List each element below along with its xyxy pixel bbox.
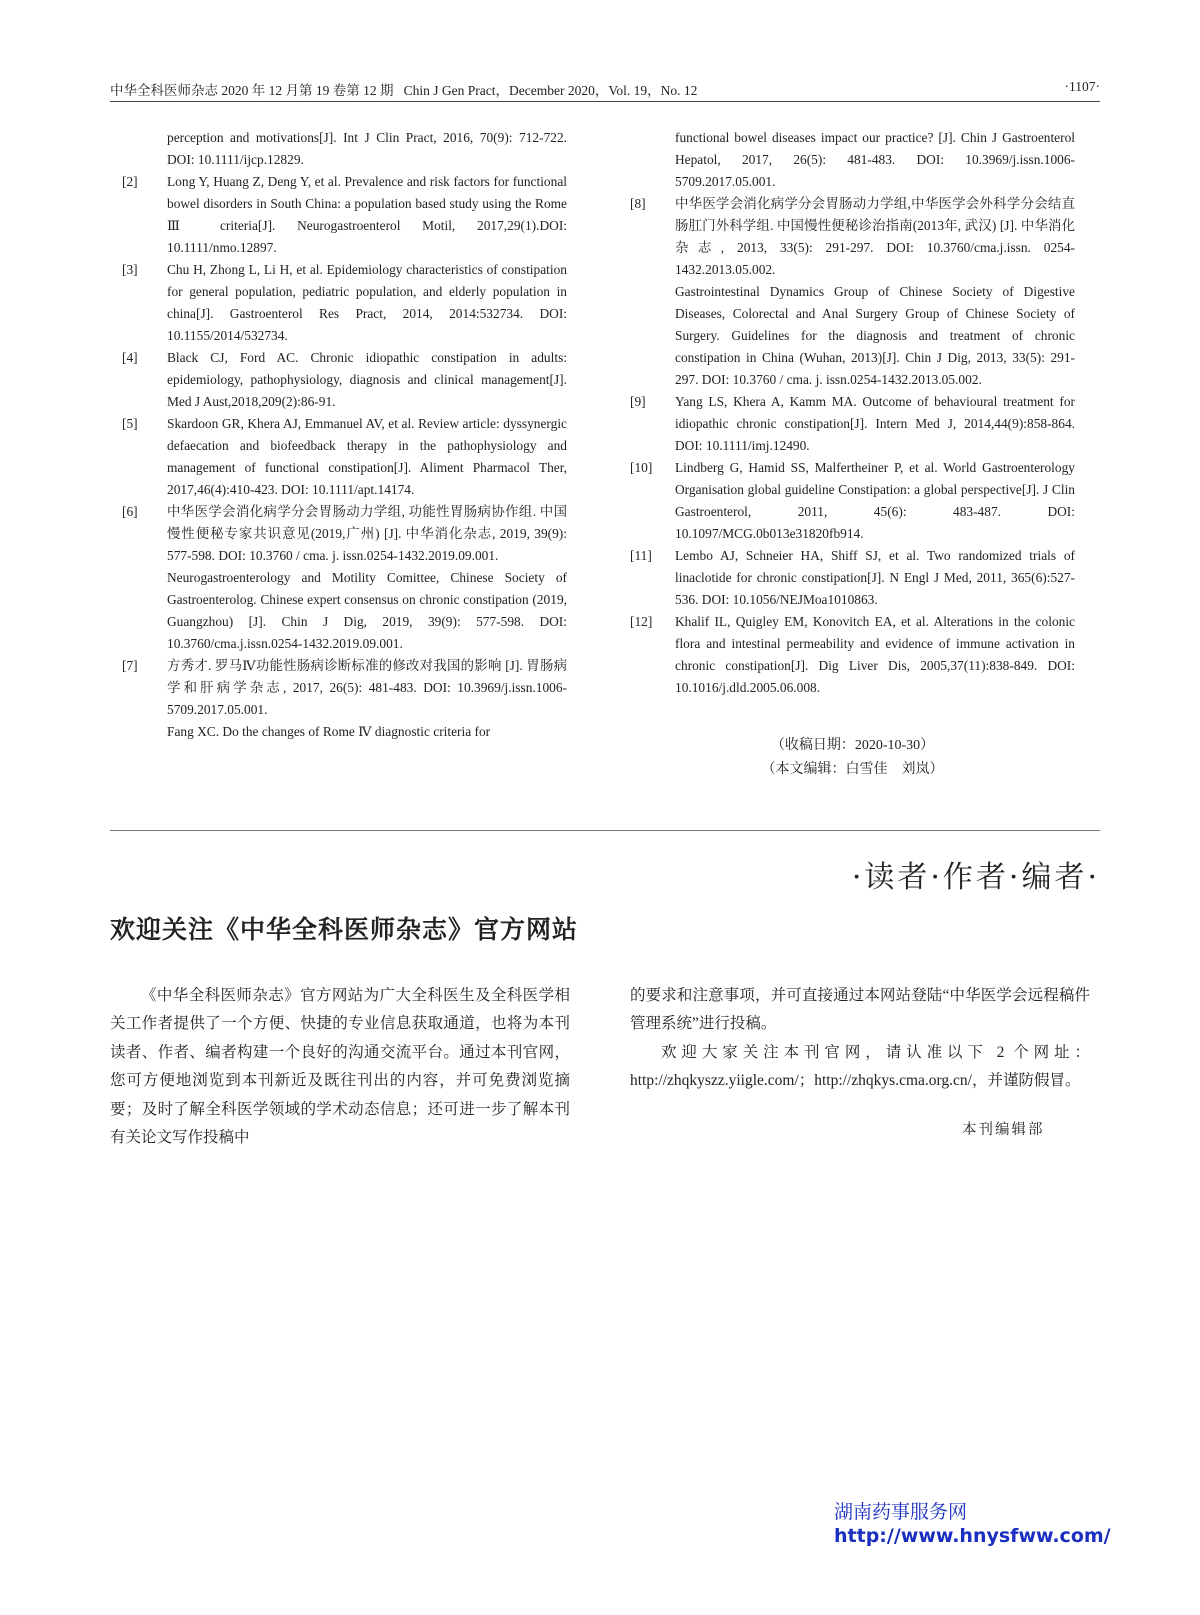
reference-text: Gastrointestinal Dynamics Group of Chinese Society of Digestive Diseases, Colorectal and Anal Surgery Group of Chinese Society of Surgery. Guidelines for the diagnosis and treatment of chronic constipation in China (Wuhan, 2013)[J]. Chin J Dig, 2013, 33(5): 291-297. DOI: 10.3760 / cma. j. issn.0254-1432.2013.05.002. <box>675 284 1075 387</box>
reference-number: [5] <box>122 416 138 431</box>
editorial-signature: 本刊编辑部 <box>962 1122 1045 1138</box>
reference-item <box>122 413 567 501</box>
running-header <box>110 79 1100 102</box>
watermark <box>834 1500 1111 1548</box>
reference-number: [9] <box>630 394 646 409</box>
notice-body-left <box>110 982 570 1152</box>
section-divider <box>110 830 1100 831</box>
reference-item <box>122 501 567 655</box>
notice-paragraph-continued: 的要求和注意事项，并可直接通过本网站登陆“中华医学会远程稿件管理系统”进行投稿。 <box>630 987 1090 1033</box>
reference-number: [10] <box>630 460 653 475</box>
reference-number: [7] <box>122 658 138 673</box>
watermark-site-name: 湖南药事服务网 <box>834 1501 968 1523</box>
reference-item <box>122 347 567 413</box>
journal-citation <box>110 79 697 99</box>
reference-number: [11] <box>630 548 652 563</box>
reference-text: Skardoon GR, Khera AJ, Emmanuel AV, et al. Review article: dyssynergic defaecation and biofeedback therapy in the pathophysiology and management of functional constipation[J]. Aliment Pharmacol Ther, 2017,46(4):410-423. DOI: 10.1111/apt.14174. <box>167 416 567 497</box>
notice-paragraph: 欢迎大家关注本刊官网，请认准以下 2 个网址：http://zhqkyszz.yiigle.com/；http://zhqkys.cma.org.cn/，并谨防假冒。 <box>630 1043 1090 1090</box>
notice-title: 欢迎关注《中华全科医师杂志》官方网站 <box>110 915 579 944</box>
reference-item <box>122 259 567 347</box>
reference-number: [4] <box>122 350 138 365</box>
reference-text-cn: 中华医学会消化病学分会胃肠动力学组,中华医学会外科学分会结直肠肛门外科学组. 中国慢性便秘诊治指南(2013年, 武汉) [J]. 中华消化杂志, 2013, 33(5): 291-297. DOI: 10.3760/cma.j.issn. 0254-1432.2013.05.002. <box>675 196 1075 277</box>
editor-credit: （本文编辑：白雪佳 刘岚） <box>761 762 944 777</box>
watermark-url: http://www.hnysfww.com/ <box>834 1525 1111 1547</box>
reference-text: Lembo AJ, Schneier HA, Shiff SJ, et al. Two randomized trials of linaclotide for chronic constipation[J]. N Engl J Med, 2011, 365(6):527-536. DOI: 10.1056/NEJMoa1010863. <box>675 548 1075 607</box>
reference-item <box>122 127 567 171</box>
page-number: ·1107· <box>1064 79 1100 94</box>
journal-title-cn: 中华全科医师杂志 2020 年 12 月第 19 卷第 12 期 <box>110 83 394 98</box>
reference-item <box>122 655 567 743</box>
reference-text: Yang LS, Khera A, Kamm MA. Outcome of behavioural treatment for idiopathic chronic constipation[J]. Intern Med J, 2014,44(9):858-864. DOI: 10.1111/imj.12490. <box>675 394 1075 453</box>
article-footer <box>630 734 1075 782</box>
reference-item <box>630 545 1075 611</box>
reference-item <box>630 193 1075 391</box>
notice-paragraph: 《中华全科医师杂志》官方网站为广大全科医生及全科医学相关工作者提供了一个方便、快捷的专业信息获取通道，也将为本刊读者、作者、编者构建一个良好的沟通交流平台。通过本刊官网，您可方便地浏览到本刊新近及既往刊出的内容，并可免费浏览摘要；及时了解全科医学领域的学术动态信息；还可进一步了解本刊有关论文写作投稿中 <box>110 987 570 1147</box>
reference-number: [2] <box>122 174 138 189</box>
reference-text: Khalif IL, Quigley EM, Konovitch EA, et al. Alterations in the colonic flora and intestinal permeability and evidence of immune activation in chronic constipation[J]. Dig Liver Dis, 2005,37(11):838-849. DOI: 10.1016/j.dld.2005.06.008. <box>675 614 1075 695</box>
reference-item <box>630 611 1075 699</box>
reference-number: [3] <box>122 262 138 277</box>
reference-text: perception and motivations[J]. Int J Clin Pract, 2016, 70(9): 712-722. DOI: 10.1111/ijcp.12829. <box>167 130 567 167</box>
section-label: ·读者·作者·编者· <box>851 860 1100 895</box>
journal-title-en: Chin J Gen Pract，December 2020，Vol. 19，No. 12 <box>403 83 698 98</box>
reference-text: Neurogastroenterology and Motility Comittee, Chinese Society of Gastroenterolog. Chinese expert consensus on chronic constipation (2019, Guangzhou) [J]. Chin J Dig, 2019, 39(9): 577-598. DOI: 10.3760/cma.j.issn.0254-1432.2019.09.001. <box>167 570 567 651</box>
reference-text: Lindberg G, Hamid SS, Malfertheiner P, et al. World Gastroenterology Organisation global guideline Constipation: a global perspective[J]. J Clin Gastroenterol, 2011, 45(6): 483-487. DOI: 10.1097/MCG.0b013e31820fb914. <box>675 460 1075 541</box>
reference-text: Chu H, Zhong L, Li H, et al. Epidemiology characteristics of constipation for general population, pediatric population, and elderly population in china[J]. Gastroenterol Res Pract, 2014, 2014:532734. DOI: 10.1155/2014/532734. <box>167 262 567 343</box>
reference-item <box>630 127 1075 193</box>
reference-text-cn: 方秀才. 罗马Ⅳ功能性肠病诊断标准的修改对我国的影响 [J]. 胃肠病学和肝病学杂志, 2017, 26(5): 481-483. DOI: 10.3969/j.issn.1006-5709.2017.05.001. <box>167 658 567 717</box>
reference-number: [12] <box>630 614 653 629</box>
reference-item <box>630 457 1075 545</box>
reference-text: Black CJ, Ford AC. Chronic idiopathic constipation in adults: epidemiology, pathophysiology, diagnosis and clinical management[J]. Med J Aust,2018,209(2):86-91. <box>167 350 567 409</box>
reference-item <box>122 171 567 259</box>
reference-text: Long Y, Huang Z, Deng Y, et al. Prevalence and risk factors for functional bowel disorders in South China: a population based study using the Rome Ⅲ criteria[J]. Neurogastroenterol Motil, 2017,29(1).DOI: 10.1111/nmo.12897. <box>167 174 567 255</box>
references-column-left <box>122 127 567 743</box>
reference-number: [8] <box>630 196 646 211</box>
reference-text: functional bowel diseases impact our practice? [J]. Chin J Gastroenterol Hepatol, 2017, 26(5): 481-483. DOI: 10.3969/j.issn.1006-5709.2017.05.001. <box>675 130 1075 189</box>
reference-item <box>630 391 1075 457</box>
reference-text-cn: 中华医学会消化病学分会胃肠动力学组, 功能性胃肠病协作组. 中国慢性便秘专家共识意见(2019,广州) [J]. 中华消化杂志, 2019, 39(9): 577-598. DOI: 10.3760 / cma. j. issn.0254-1432.2019.09.001. <box>167 504 567 563</box>
received-date: （收稿日期：2020-10-30） <box>770 738 935 753</box>
reference-number: [6] <box>122 504 138 519</box>
notice-body-right <box>630 982 1090 1096</box>
references-column-right <box>630 127 1075 699</box>
reference-text: Fang XC. Do the changes of Rome Ⅳ diagnostic criteria for <box>167 724 491 739</box>
